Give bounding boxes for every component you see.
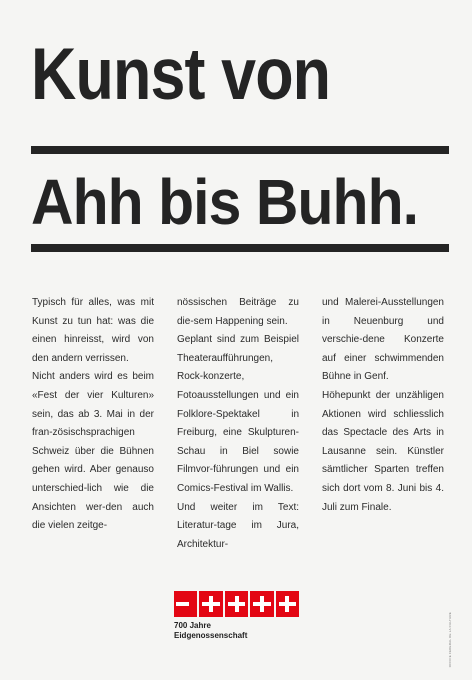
paragraph: Typisch für alles, was mit Kunst zu tun hat: was die einen hinreisst, wird von den andern verrissen. — [32, 297, 154, 364]
headline-rule-top — [31, 146, 449, 154]
body-column-1 — [32, 294, 154, 536]
headline-line-2: Ahh bis Buhh. — [31, 166, 419, 238]
logo-caption-line-1: 700 Jahre — [174, 621, 211, 630]
headline-rule-bottom — [31, 244, 449, 252]
logo-cross-icon — [276, 591, 299, 617]
body-column-3 — [322, 294, 444, 517]
logo-bar-icon — [174, 591, 197, 617]
imprint-text: OFFICE FEDERAL DE LA CULTURE — [448, 612, 452, 668]
logo-caption-line-2: Eidgenossenschaft — [174, 631, 248, 640]
logo-cross-icon — [250, 591, 273, 617]
body-column-2 — [177, 294, 299, 554]
paragraph: Nicht anders wird es beim «Fest der vier Kulturen» sein, das ab 3. Mai in der fran-zösischsprachigen Schweiz über die Bühnen gehen wird. Aber genauso unterschied-lich wie die Ansichten wer-den auch die vielen zeitge- — [32, 371, 154, 532]
paragraph: Höhepunkt der unzähligen Aktionen wird schliesslich das Spectacle des Arts in Lausanne sein. Künstler sämtlicher Sparten treffen sich dort vom 8. Juni bis 4. Juli zum Finale. — [322, 389, 444, 513]
logo-cross-icon — [225, 591, 248, 617]
paragraph: Geplant sind zum Beispiel Theateraufführungen, Rock-konzerte, Fotoausstellungen und ein Folklore-Spektakel in Freiburg, eine Skulpturen-Schau in Biel sowie Filmvor-führungen und ein Comics-Festival im Wallis. — [177, 334, 299, 494]
paragraph: Und weiter im Text: Literatur-tage im Jura, Architektur- — [177, 501, 299, 550]
swiss-700-logo — [174, 591, 299, 617]
headline-line-1: Kunst von — [31, 34, 331, 115]
logo-cross-icon — [199, 591, 222, 617]
paragraph: und Malerei-Ausstellungen in Neuenburg und verschie-dene Konzerte auf einer schwimmenden Bühne in Genf. — [322, 297, 444, 383]
logo-caption — [174, 621, 247, 641]
paragraph: nössischen Beiträge zu die-sem Happening sein. — [177, 297, 299, 327]
